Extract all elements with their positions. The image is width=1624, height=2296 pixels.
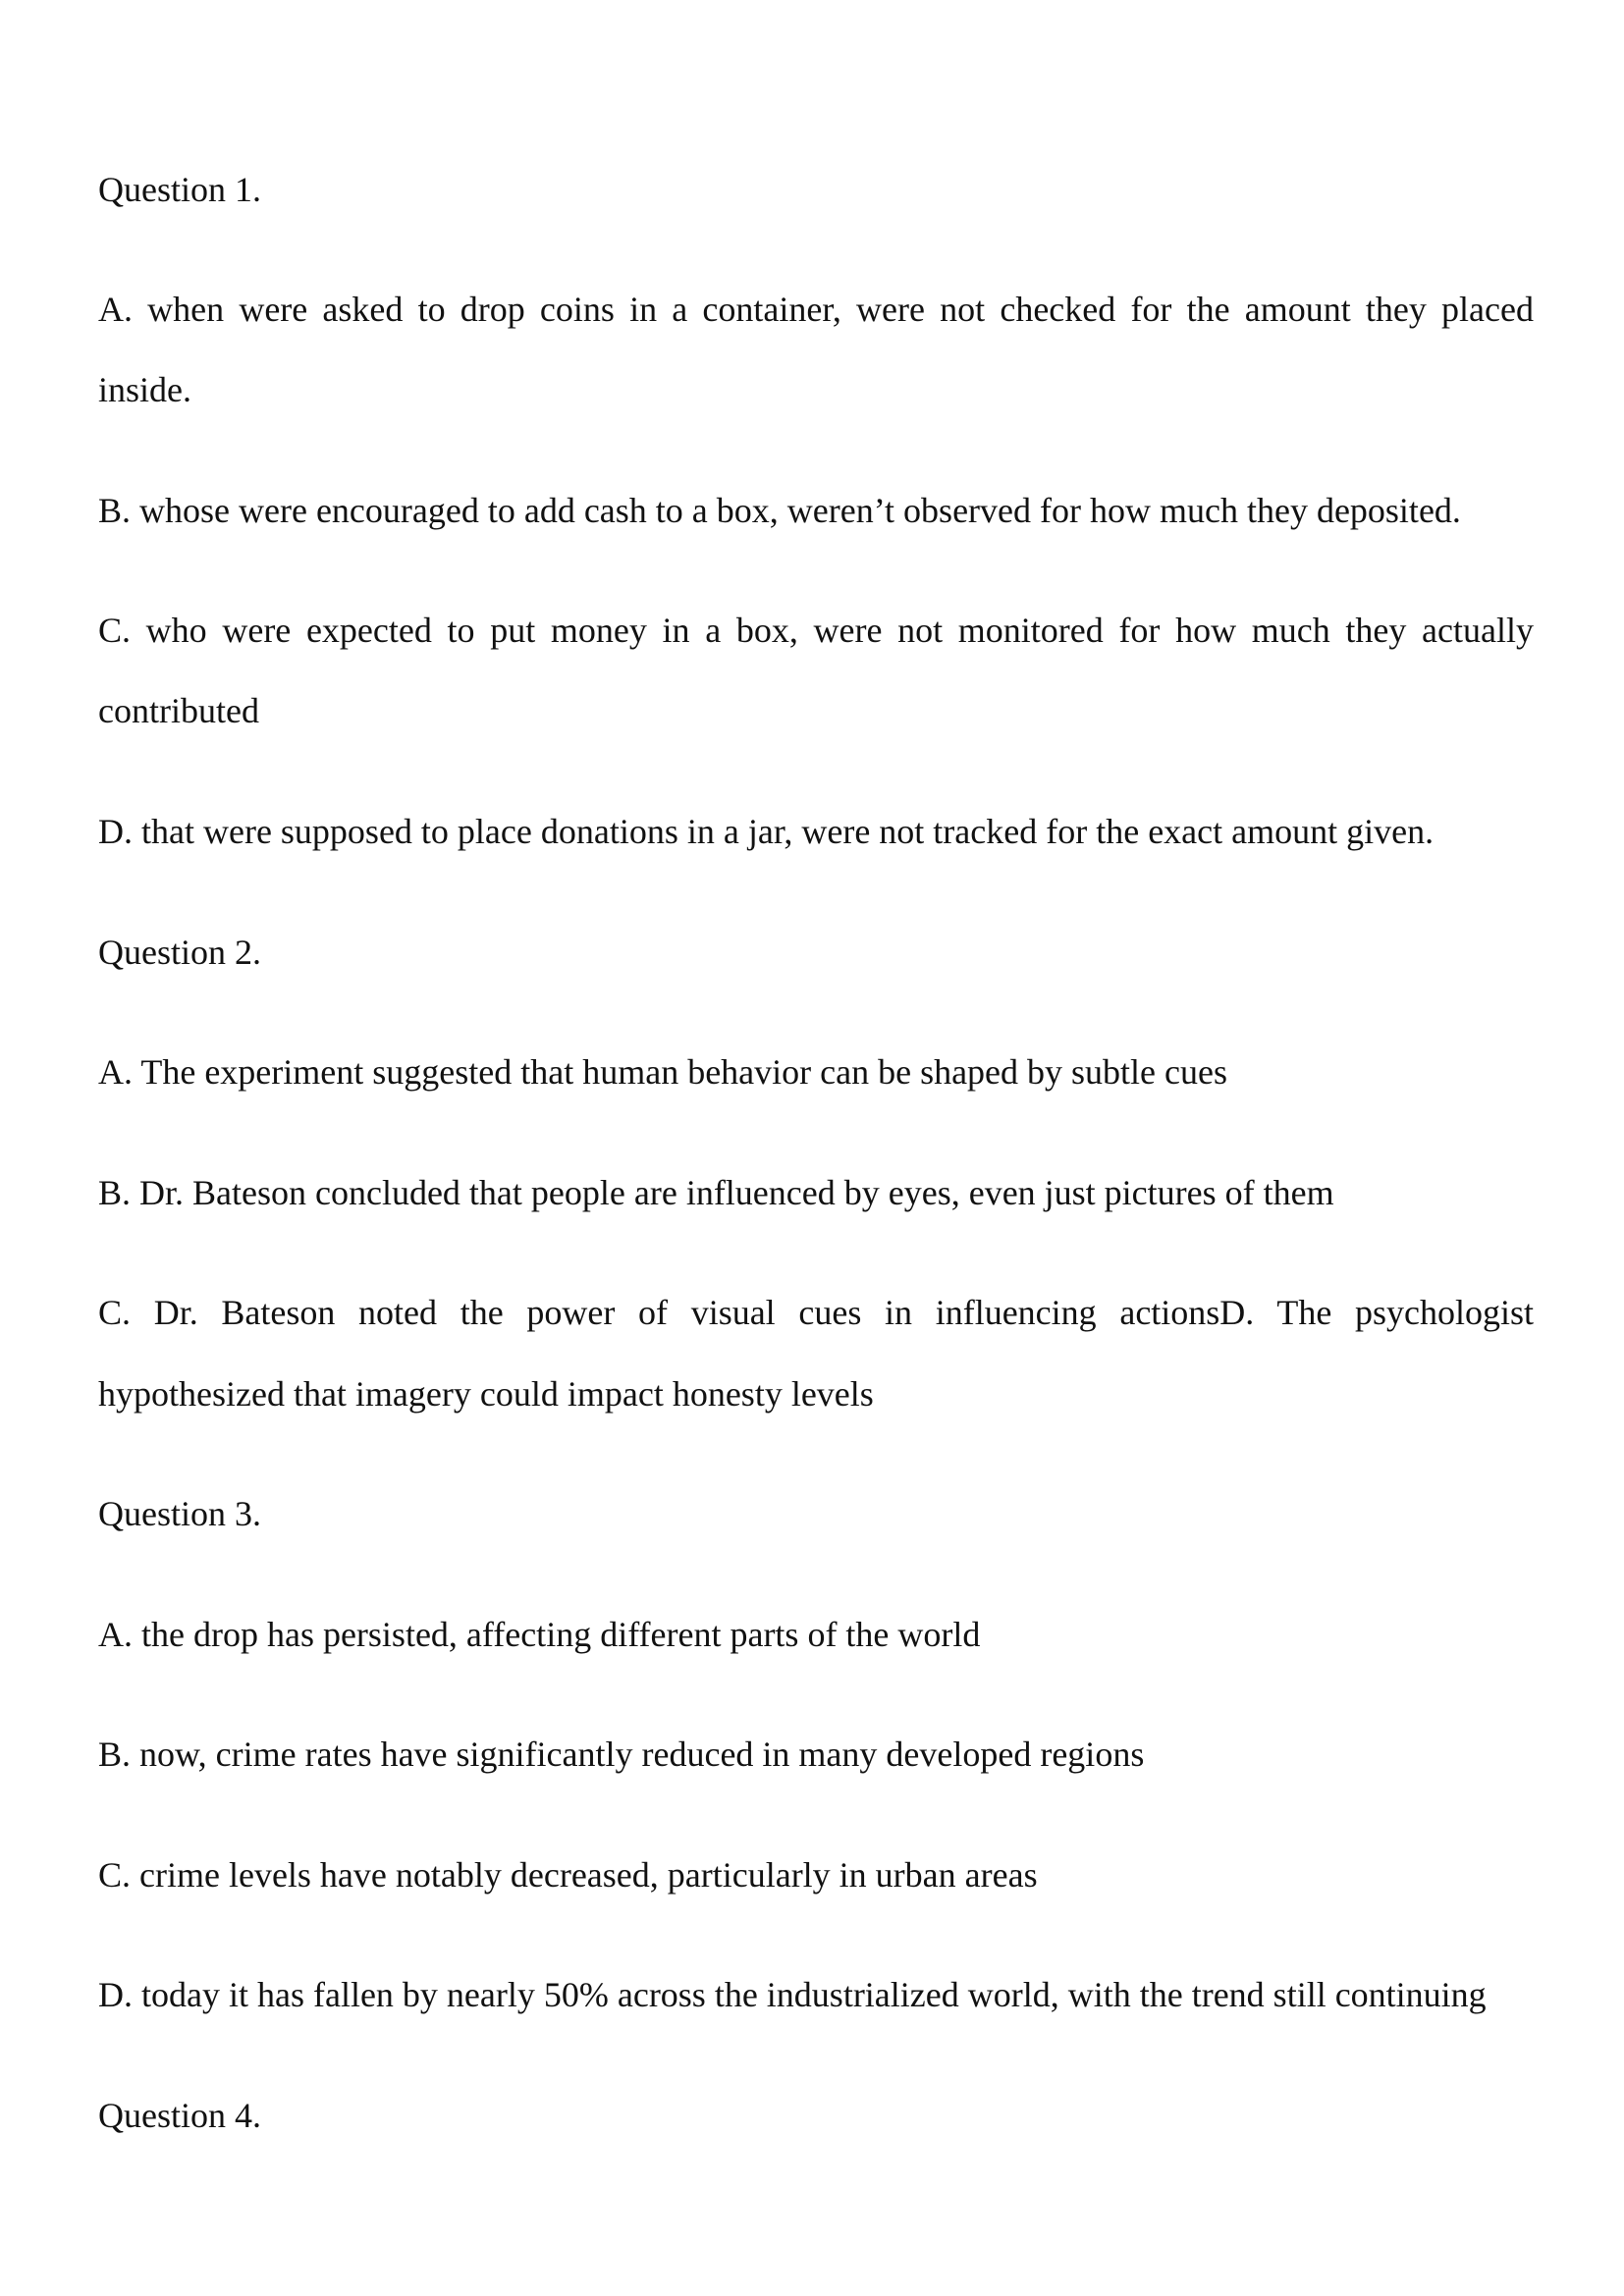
question-1-option-d: D. that were supposed to place donations in a jar, were not tracked for the exact amount given. — [98, 812, 1435, 851]
question-2-option-b: B. Dr. Bateson concluded that people are influenced by eyes, even just pictures of them — [98, 1173, 1334, 1212]
question-1-heading: Question 1. — [98, 170, 261, 209]
document-page — [98, 0, 1534, 2296]
question-1-option-a-line-1: A. when were asked to drop coins in a container, were not checked for the amount they placed — [98, 290, 1534, 329]
question-2-heading: Question 2. — [98, 933, 261, 972]
question-3-option-b: B. now, crime rates have significantly reduced in many developed regions — [98, 1735, 1145, 1774]
question-3-option-a: A. the drop has persisted, affecting different parts of the world — [98, 1615, 981, 1654]
question-4-heading: Question 4. — [98, 2096, 261, 2135]
question-1-option-b: B. whose were encouraged to add cash to a box, weren’t observed for how much they deposited. — [98, 491, 1461, 530]
question-3-option-c: C. crime levels have notably decreased, particularly in urban areas — [98, 1855, 1038, 1895]
question-3-option-d: D. today it has fallen by nearly 50% across the industrialized world, with the trend still continuing — [98, 1975, 1487, 2014]
question-3-heading: Question 3. — [98, 1494, 261, 1533]
question-1-option-c-line-2: contributed — [98, 691, 259, 730]
question-1-option-a-line-2: inside. — [98, 370, 191, 409]
question-1-option-c-line-1: C. who were expected to put money in a box, were not monitored for how much they actually — [98, 611, 1534, 650]
question-2-option-c-line-1: C. Dr. Bateson noted the power of visual cues in influencing actionsD. The psychologist — [98, 1293, 1534, 1332]
question-2-option-a: A. The experiment suggested that human behavior can be shaped by subtle cues — [98, 1052, 1227, 1092]
question-2-option-c-line-2: hypothesized that imagery could impact honesty levels — [98, 1374, 874, 1414]
